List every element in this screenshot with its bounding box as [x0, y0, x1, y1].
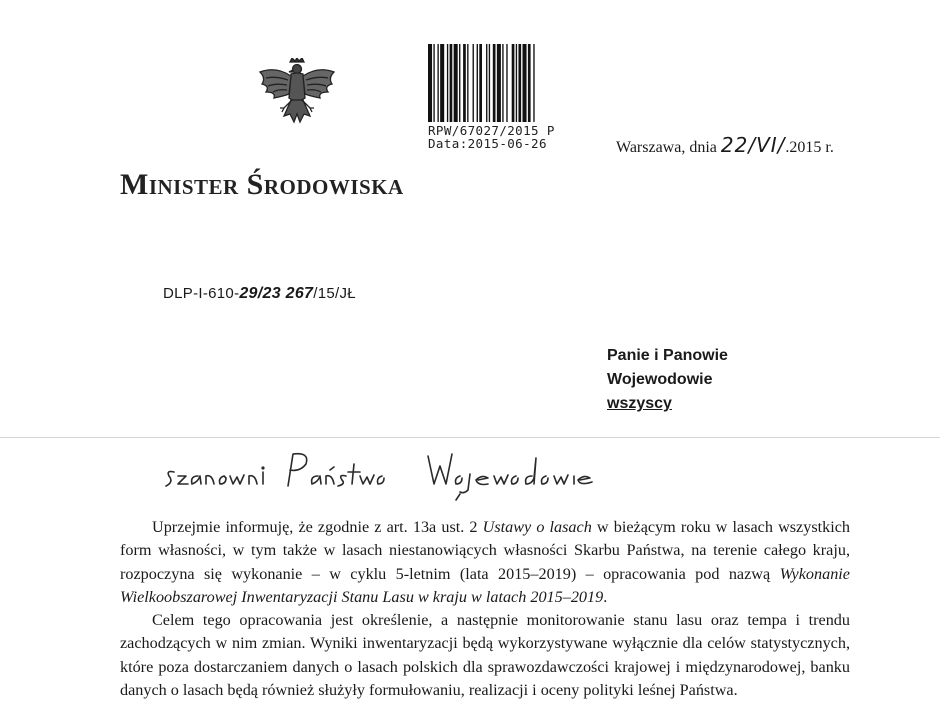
- addressee-line-2: Wojewodowie: [607, 371, 713, 388]
- barcode-date: Data:2015-06-26: [428, 136, 547, 151]
- barcode-bar: [463, 44, 466, 122]
- scan-fold-line: [0, 437, 940, 438]
- reference-prefix: DLP-I-610-: [163, 285, 240, 302]
- barcode-bar: [479, 44, 482, 122]
- barcode-bar: [533, 44, 534, 122]
- barcode-bar: [440, 44, 444, 122]
- barcode-bar: [477, 44, 478, 122]
- barcode-bar: [502, 44, 503, 122]
- barcode-bar: [512, 44, 515, 122]
- barcode-bar: [428, 44, 432, 122]
- reference-suffix: /15/JŁ: [313, 285, 356, 302]
- body-paragraph-1: [120, 516, 850, 610]
- p1-italic-title: Wykonanie Wielkoobszarowej Inwentaryzacji Stanu Lasu w kraju w latach 2015–2019: [120, 564, 850, 607]
- barcode-bar: [493, 44, 496, 122]
- polish-eagle-emblem-icon: [254, 58, 340, 132]
- body-paragraph-2: Celem tego opracowania jest określenie, a następnie monitorowanie stanu lasu oraz tempa i trendu zachodzących w nim zmian. Wyniki inwentaryzacji będą wykorzystywane wyłącznie dla celów statystycznych, które poza dostarczaniem danych o lasach polskich dla sprawozdawczości krajowej i międzynarodowej, banku danych o lasach będą również służyły formułowaniu, realizacji i oceny polityki leśnej Państwa.: [120, 611, 850, 700]
- reference-handwritten: 29/23 267: [239, 285, 314, 302]
- p1-text-a: Uprzejmie informuję, że zgodnie z art. 13a ust. 2: [152, 518, 483, 536]
- date-suffix: .2015 r.: [785, 139, 834, 156]
- barcode-bar: [467, 44, 468, 122]
- minister-heading: Minister Środowiska: [120, 168, 404, 201]
- barcode-bar: [497, 44, 501, 122]
- p1-italic-act: Ustawy o lasach: [482, 518, 592, 536]
- barcode-image: [428, 44, 566, 128]
- document-date: [616, 133, 834, 157]
- barcode-bar: [437, 44, 438, 122]
- barcode-bar: [528, 44, 531, 122]
- barcode-bar: [454, 44, 458, 122]
- reference-number: [163, 285, 356, 303]
- barcode-bar: [516, 44, 517, 122]
- barcode-bar: [447, 44, 448, 122]
- barcode-bar: [450, 44, 453, 122]
- barcode-bar: [473, 44, 474, 122]
- date-prefix: Warszawa, dnia: [616, 139, 717, 156]
- handwritten-greeting: [160, 442, 600, 502]
- barcode-bar: [523, 44, 527, 122]
- barcode-bar: [518, 44, 521, 122]
- addressee-line-1: Panie i Panowie: [607, 347, 728, 364]
- p1-text-c: .: [603, 588, 608, 607]
- barcode-bar: [489, 44, 490, 122]
- barcode-rpw-number: RPW/67027/2015 P: [428, 123, 555, 138]
- addressee-line-3: wszyscy: [607, 395, 672, 412]
- p1-text-b: w bieżącym roku w lasach wszystkich form własności, w tym także w lasach niestanowiących własności Skarbu Państwa, na terenie całego kraju, rozpoczyna się wykonanie – w cyklu 5-letnim (lata 2015–2019) – opracowania pod nazwą: [120, 518, 851, 583]
- date-handwritten: 22/VI/: [720, 133, 786, 157]
- barcode-bar: [433, 44, 434, 122]
- barcode-bar: [506, 44, 507, 122]
- barcode-bar: [486, 44, 487, 122]
- barcode-bar: [459, 44, 460, 122]
